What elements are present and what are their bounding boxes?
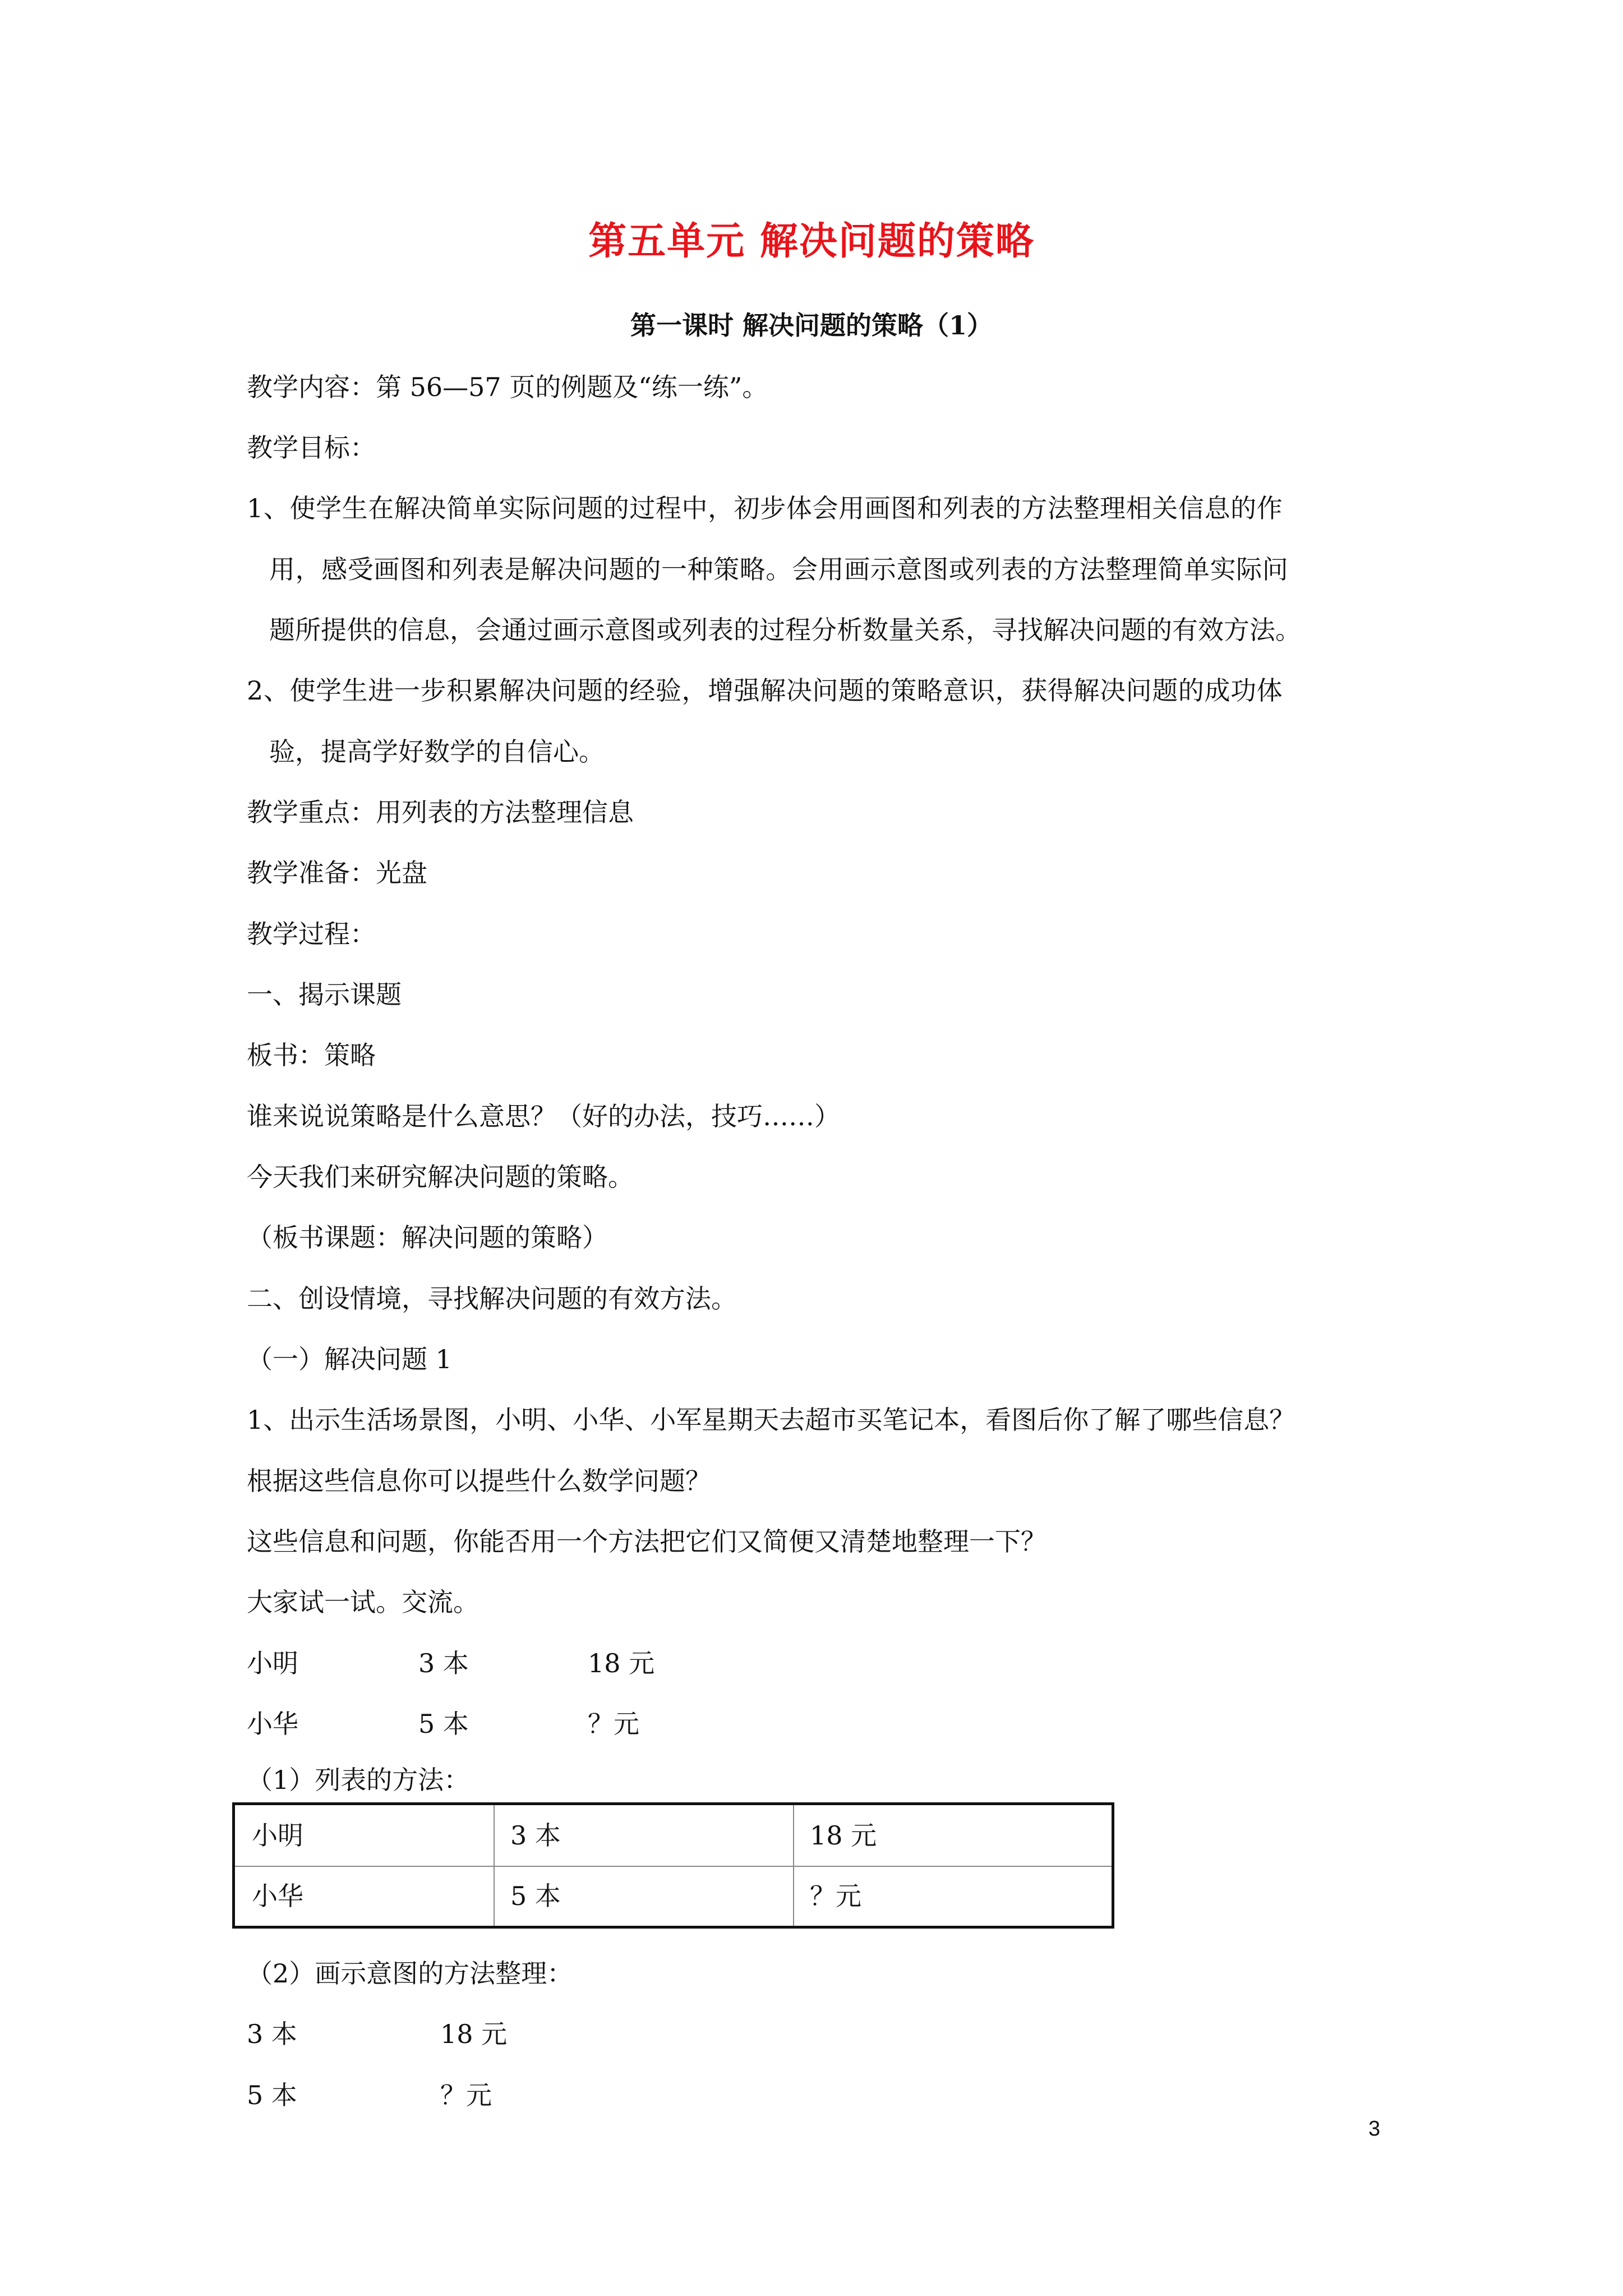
today-statement: 今天我们来研究解决问题的策略。 [247,1162,634,1192]
step-1-line-4: 大家试一试。交流。 [247,1587,479,1617]
table-cell-name: 小明 [252,1820,303,1851]
info-qty: 3 本 [418,1648,469,1678]
info-name: 小明 [247,1648,298,1678]
goals-heading: 教学目标： [247,432,376,463]
diagram-qty: 3 本 [247,2019,297,2049]
table-cell-qty: 3 本 [510,1820,561,1851]
diagram-qty: 5 本 [247,2080,297,2110]
step-1-line-3: 这些信息和问题，你能否用一个方法把它们又简便又清楚地整理一下？ [247,1526,1046,1557]
table-divider [235,1866,1112,1867]
key-point: 教学重点：用列表的方法整理信息 [247,797,634,827]
info-price: 18 元 [588,1648,655,1678]
info-name: 小华 [247,1709,298,1739]
method-2-heading: （2）画示意图的方法整理： [247,1958,573,1989]
page-number: 3 [1368,2117,1381,2141]
board-writing-2: （板书课题：解决问题的策略） [247,1222,608,1253]
table-cell-price: 18 元 [810,1820,877,1851]
board-writing-1: 板书：策略 [247,1040,376,1070]
diagram-price: ？元 [440,2080,492,2110]
lesson-subtitle: 第一课时 解决问题的策略（1） [630,310,993,341]
table-cell-qty: 5 本 [510,1881,561,1911]
preparation: 教学准备：光盘 [247,858,427,888]
table-cell-price: ？元 [810,1881,861,1911]
diagram-price: 18 元 [440,2019,508,2049]
method-1-heading: （1）列表的方法： [247,1765,470,1795]
teaching-content: 教学内容：第 56—57 页的例题及“练一练”。 [247,372,768,402]
question-strategy: 谁来说说策略是什么意思？（好的办法，技巧……） [247,1101,840,1131]
goal-2-line-1: 2、使学生进一步积累解决问题的经验，增强解决问题的策略意识，获得解决问题的成功体 [247,675,1283,706]
goal-1-line-2: 用，感受画图和列表是解决问题的一种策略。会用画示意图或列表的方法整理简单实际问 [269,554,1289,585]
info-qty: 5 本 [418,1709,469,1739]
goal-1-line-3: 题所提供的信息，会通过画示意图或列表的过程分析数量关系，寻找解决问题的有效方法。 [269,615,1301,645]
subsection-1-heading: （一）解决问题 1 [247,1344,452,1374]
goal-1-line-1: 1、使学生在解决简单实际问题的过程中，初步体会用画图和列表的方法整理相关信息的作 [247,493,1283,523]
unit-title: 第五单元 解决问题的策略 [588,219,1035,264]
info-table [232,1802,1114,1929]
goal-2-line-2: 验，提高学好数学的自信心。 [269,737,605,767]
section-2-heading: 二、创设情境，寻找解决问题的有效方法。 [247,1283,737,1314]
step-1-line-2: 根据这些信息你可以提些什么数学问题？ [247,1466,711,1496]
process-heading: 教学过程： [247,919,376,949]
step-1-line-1: 1、出示生活场景图，小明、小华、小军星期天去超市买笔记本，看图后你了解了哪些信息？ [247,1405,1295,1435]
table-cell-name: 小华 [252,1881,303,1911]
section-1-heading: 一、揭示课题 [247,979,402,1010]
info-price: ？元 [588,1709,639,1739]
